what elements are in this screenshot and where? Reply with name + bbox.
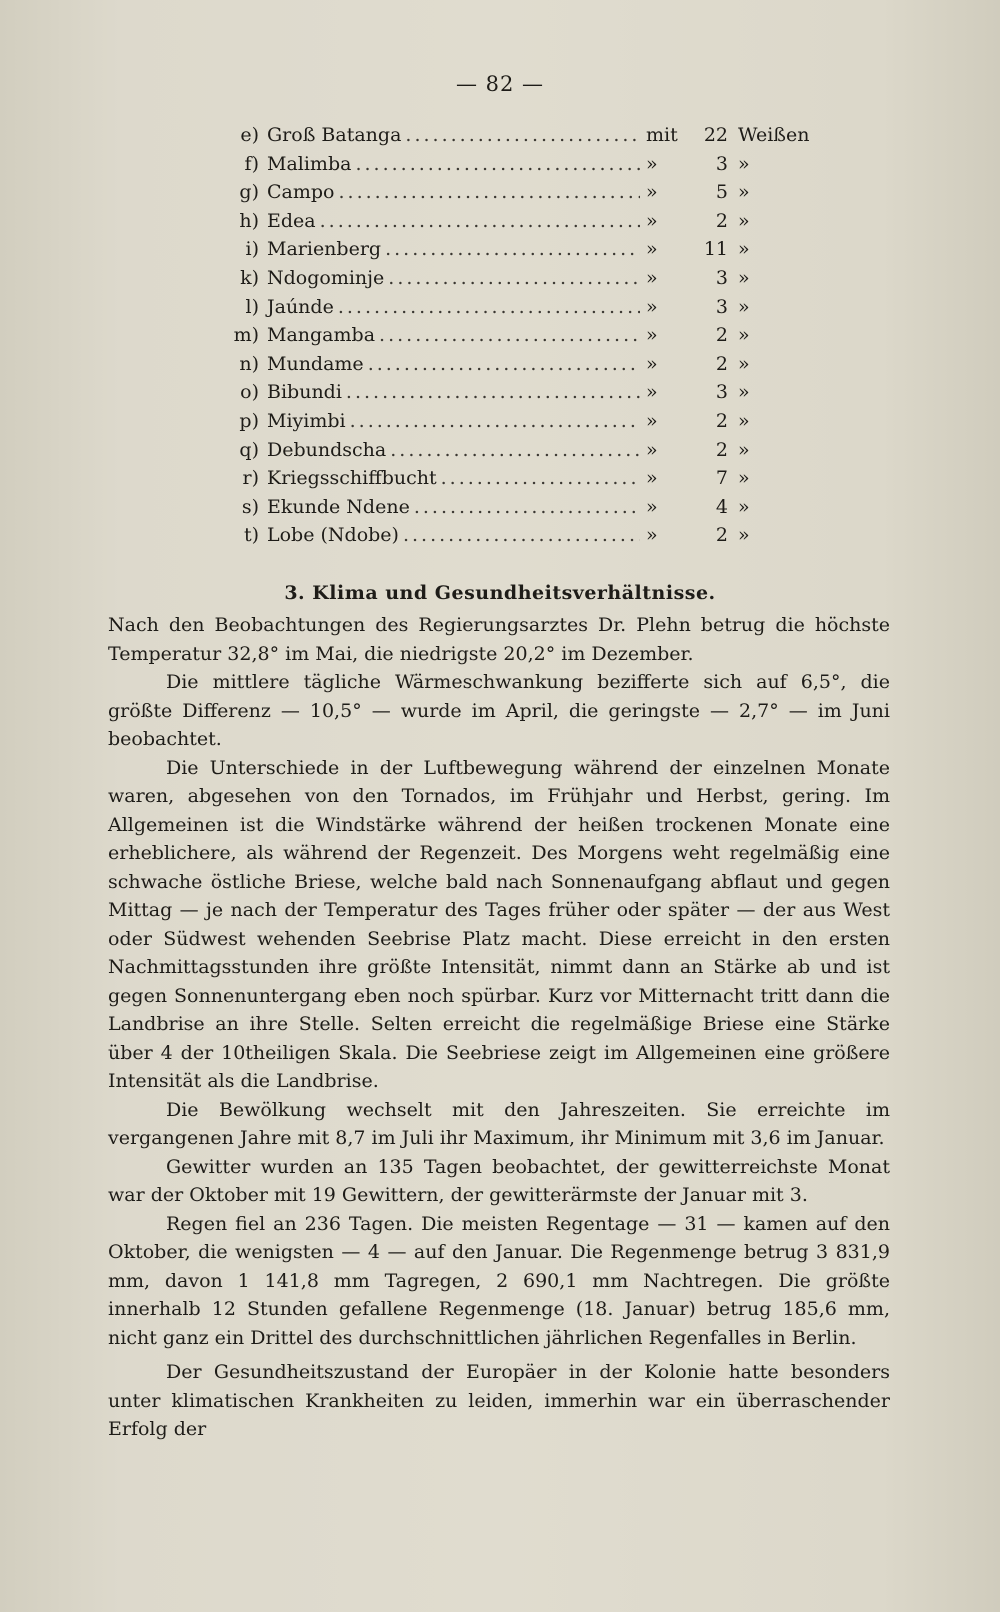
item-name: Kriegsschiffbucht bbox=[267, 467, 437, 490]
list-item bbox=[225, 436, 800, 465]
page-number: — 82 — bbox=[455, 72, 545, 96]
paragraph: Regen fiel an 236 Tagen. Die meisten Regentage — 31 — kamen auf den Oktober, die wenigsten — 4 — auf den Januar. Die Regenmenge betrug 3 831,9 mm, davon 1 141,8 mm Tagregen, 2 690,1 mm Nachtregen. Die größte innerhalb 12 Stunden gefallene Regenmenge (18. Januar) betrug 185,6 mm, nicht ganz ein Drittel des durchschnittlichen jährlichen Regenfalles in Berlin. bbox=[108, 1212, 890, 1349]
item-name: Groß Batanga bbox=[267, 124, 402, 146]
item-suffix: » bbox=[738, 152, 750, 175]
item-suffix: Weißen bbox=[738, 124, 810, 146]
item-name: Campo bbox=[267, 181, 335, 204]
item-count: 22 bbox=[703, 124, 728, 146]
item-prefix: » bbox=[646, 467, 658, 490]
dot-leader bbox=[350, 407, 640, 436]
dot-leader bbox=[414, 493, 640, 522]
item-letter: o) bbox=[240, 381, 259, 404]
item-prefix: » bbox=[646, 438, 658, 461]
item-name: Ndogominje bbox=[267, 266, 385, 289]
body-text bbox=[108, 611, 890, 1444]
item-name: Jaúnde bbox=[267, 295, 334, 318]
item-prefix: » bbox=[646, 324, 658, 347]
item-letter: t) bbox=[243, 524, 259, 547]
dot-leader bbox=[368, 350, 640, 379]
paragraph: Gewitter wurden an 135 Tagen beobachtet, der gewitterreichste Monat war der Oktober mit 19 Gewittern, der gewitterärmste der Januar mit 3. bbox=[108, 1155, 890, 1206]
item-suffix: » bbox=[738, 181, 750, 204]
station-list bbox=[225, 121, 810, 550]
item-letter: m) bbox=[233, 324, 259, 347]
item-suffix: » bbox=[738, 238, 750, 261]
dot-leader bbox=[346, 378, 640, 407]
item-count: 3 bbox=[715, 152, 728, 175]
item-name: Edea bbox=[267, 209, 316, 232]
item-letter: q) bbox=[239, 438, 259, 461]
item-letter: f) bbox=[244, 152, 259, 175]
item-letter: p) bbox=[239, 409, 259, 432]
item-suffix: » bbox=[738, 381, 750, 404]
item-name: Bibundi bbox=[267, 381, 342, 404]
dot-leader bbox=[405, 121, 640, 150]
paragraph: Die mittlere tägliche Wärmeschwankung bezifferte sich auf 6,5°, die größte Differenz — 10,5° — wurde im April, die geringste — 2,7° — im Juni beobachtet. bbox=[108, 671, 890, 750]
list-item bbox=[225, 521, 800, 550]
list-item bbox=[225, 464, 800, 493]
paragraph: Nach den Beobachtungen des Regierungsarztes Dr. Plehn betrug die höchste Temperatur 32,8° im Mai, die niedrigste 20,2° im Dezember. bbox=[108, 614, 890, 665]
item-suffix: » bbox=[738, 438, 750, 461]
item-name: Mangamba bbox=[267, 324, 376, 347]
paragraph: Die Unterschiede in der Luftbewegung während der einzelnen Monate waren, abgesehen von den Tornados, im Frühjahr und Herbst, gering. Im Allgemeinen ist die Windstärke während der heißen trockenen Monate eine erheblichere, als während der Regenzeit. Des Morgens weht regelmäßig eine schwache östliche Briese, welche bald nach Sonnenaufgang abflaut und gegen Mittag — je nach der Temperatur des Tages früher oder später — der aus West oder Südwest wehenden Seebrise Platz macht. Diese erreicht in den ersten Nachmittagsstunden ihre größte Intensität, nimmt dann an Stärke ab und ist gegen Sonnenuntergang eben noch spürbar. Kurz vor Mitternacht tritt dann die Landbrise an ihre Stelle. Selten erreicht die regelmäßige Briese eine Stärke über 4 der 10theiligen Skala. Die Seebriese zeigt im Allgemeinen eine größere Intensität als die Landbrise. bbox=[108, 756, 890, 1092]
item-count: 2 bbox=[715, 409, 728, 432]
paragraph: Der Gesundheitszustand der Europäer in der Kolonie hatte besonders unter klimatischen Krankheiten zu leiden, immerhin war ein überraschender Erfolg der bbox=[108, 1361, 890, 1440]
item-suffix: » bbox=[738, 495, 750, 518]
item-letter: e) bbox=[240, 124, 259, 146]
item-suffix: » bbox=[738, 266, 750, 289]
list-item bbox=[225, 407, 800, 436]
list-item bbox=[225, 207, 800, 236]
item-name: Ekunde Ndene bbox=[267, 495, 410, 518]
item-suffix: » bbox=[738, 467, 750, 490]
list-item bbox=[225, 121, 810, 150]
item-suffix: » bbox=[738, 352, 750, 375]
section-heading: 3. Klima und Gesundheitsverhältnisse. bbox=[284, 582, 716, 604]
item-letter: r) bbox=[242, 467, 259, 490]
item-letter: l) bbox=[245, 295, 259, 318]
item-prefix: » bbox=[646, 409, 658, 432]
item-suffix: » bbox=[738, 409, 750, 432]
item-name: Malimba bbox=[267, 152, 352, 175]
item-count: 4 bbox=[715, 495, 728, 518]
item-prefix: » bbox=[646, 238, 658, 261]
item-letter: k) bbox=[240, 266, 259, 289]
item-name: Miyimbi bbox=[267, 409, 346, 432]
item-name: Lobe (Ndobe) bbox=[267, 524, 399, 547]
dot-leader bbox=[390, 436, 640, 465]
item-count: 11 bbox=[703, 238, 728, 261]
item-letter: h) bbox=[239, 209, 259, 232]
dot-leader bbox=[403, 521, 640, 550]
item-prefix: » bbox=[646, 266, 658, 289]
item-prefix: mit bbox=[646, 124, 678, 146]
dot-leader bbox=[338, 178, 640, 207]
item-prefix: » bbox=[646, 352, 658, 375]
item-count: 3 bbox=[715, 381, 728, 404]
dot-leader bbox=[320, 207, 640, 236]
list-item bbox=[225, 293, 800, 322]
item-prefix: » bbox=[646, 152, 658, 175]
list-item bbox=[225, 150, 800, 179]
paragraph: Die Bewölkung wechselt mit den Jahreszeiten. Sie erreichte im vergangenen Jahre mit 8,7 im Juli ihr Maximum, ihr Minimum mit 3,6 im Januar. bbox=[108, 1098, 890, 1149]
item-prefix: » bbox=[646, 524, 658, 547]
item-count: 2 bbox=[715, 524, 728, 547]
item-prefix: » bbox=[646, 495, 658, 518]
item-name: Debundscha bbox=[267, 438, 387, 461]
dot-leader bbox=[379, 321, 640, 350]
item-prefix: » bbox=[646, 181, 658, 204]
item-suffix: » bbox=[738, 295, 750, 318]
item-suffix: » bbox=[738, 324, 750, 347]
item-count: 5 bbox=[715, 181, 728, 204]
dot-leader bbox=[385, 235, 640, 264]
item-suffix: » bbox=[738, 209, 750, 232]
list-item bbox=[225, 350, 800, 379]
item-name: Mundame bbox=[267, 352, 364, 375]
item-prefix: » bbox=[646, 295, 658, 318]
item-prefix: » bbox=[646, 209, 658, 232]
item-count: 2 bbox=[715, 438, 728, 461]
item-count: 3 bbox=[715, 266, 728, 289]
item-letter: g) bbox=[239, 181, 259, 204]
list-item bbox=[225, 321, 800, 350]
item-prefix: » bbox=[646, 381, 658, 404]
item-count: 2 bbox=[715, 209, 728, 232]
item-count: 2 bbox=[715, 352, 728, 375]
list-item bbox=[225, 264, 800, 293]
item-letter: i) bbox=[245, 238, 259, 261]
item-name: Marienberg bbox=[267, 238, 382, 261]
dot-leader bbox=[388, 264, 640, 293]
list-item bbox=[225, 178, 800, 207]
list-item bbox=[225, 235, 800, 264]
list-item bbox=[225, 378, 800, 407]
item-count: 7 bbox=[715, 467, 728, 490]
item-count: 3 bbox=[715, 295, 728, 318]
dot-leader bbox=[338, 293, 640, 322]
dot-leader bbox=[355, 150, 640, 179]
item-count: 2 bbox=[715, 324, 728, 347]
item-letter: s) bbox=[241, 495, 259, 518]
dot-leader bbox=[441, 464, 640, 493]
list-item bbox=[225, 493, 800, 522]
item-suffix: » bbox=[738, 524, 750, 547]
item-letter: n) bbox=[239, 352, 259, 375]
